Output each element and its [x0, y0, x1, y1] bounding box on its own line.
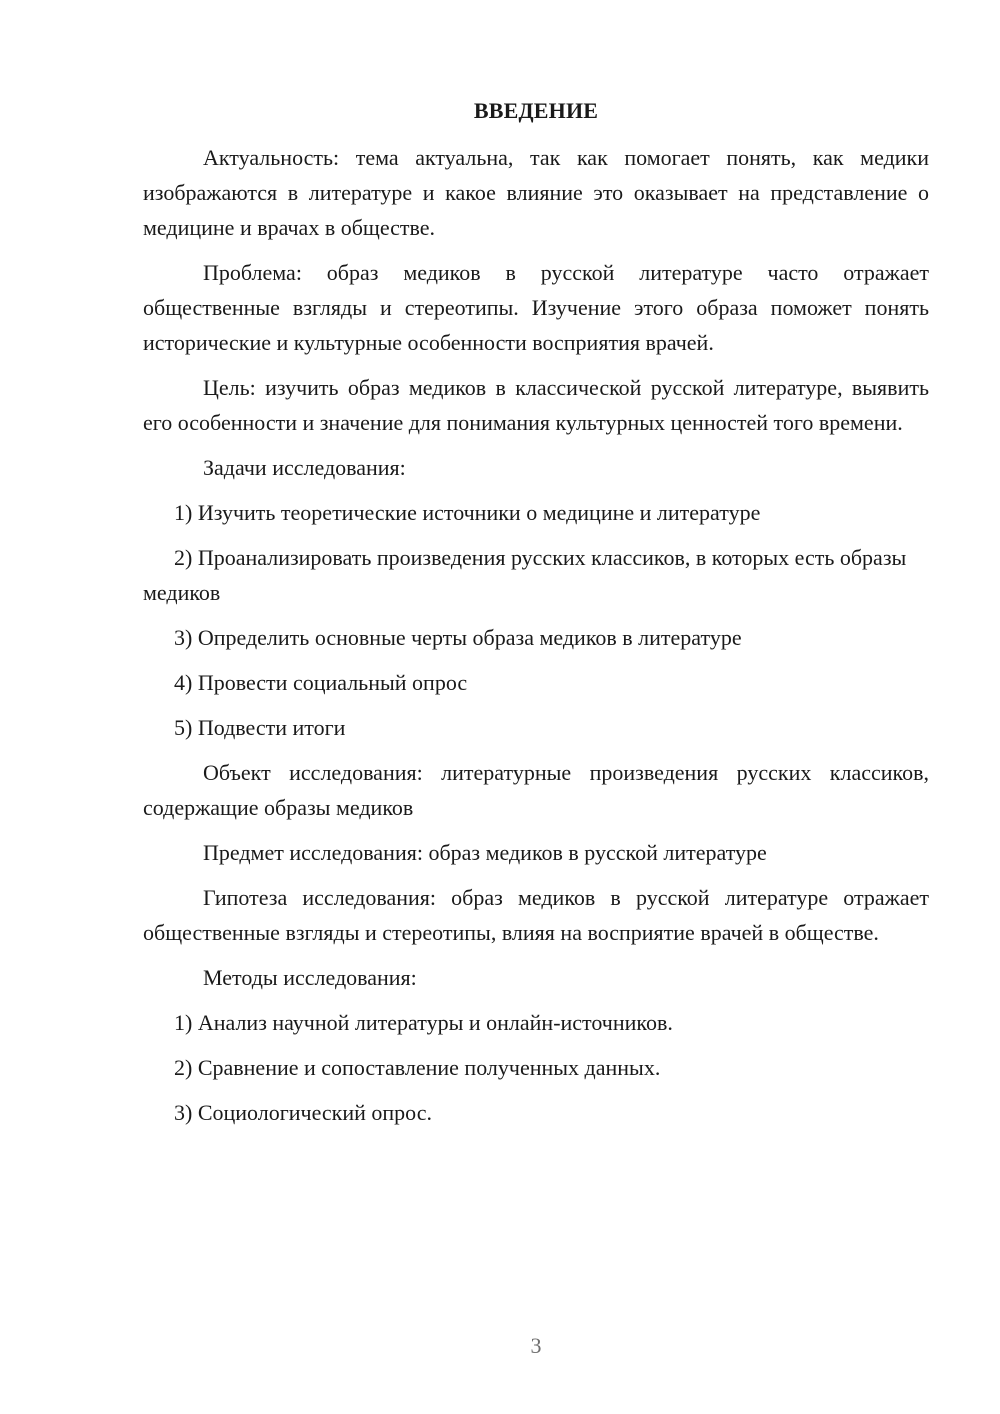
task-item-4: 4) Провести социальный опрос — [174, 670, 468, 695]
methods-heading: Методы исследования: — [203, 965, 417, 990]
page-number: 3 — [530, 1333, 542, 1358]
problem-paragraph: Проблема: образ медиков в русской литературе часто отражает общественные взгляды и стереотипы. Изучение этого образа поможет понять исторические и культурные особенности восприятия врачей. — [143, 260, 929, 355]
task-item-1: 1) Изучить теоретические источники о медицине и литературе — [174, 500, 761, 525]
section-title: ВВЕДЕНИЕ — [473, 98, 599, 123]
object-paragraph: Объект исследования: литературные произведения русских классиков, содержащие образы медиков — [143, 760, 929, 820]
method-item-3: 3) Социологический опрос. — [174, 1100, 432, 1125]
relevance-paragraph: Актуальность: тема актуальна, так как помогает понять, как медики изображаются в литературе и какое влияние это оказывает на представление о медицине и врачах в обществе. — [143, 145, 929, 240]
tasks-heading: Задачи исследования: — [203, 455, 406, 480]
goal-paragraph: Цель: изучить образ медиков в классической русской литературе, выявить его особенности и значение для понимания культурных ценностей того времени. — [143, 375, 929, 435]
method-item-2: 2) Сравнение и сопоставление полученных данных. — [174, 1055, 661, 1080]
hypothesis-paragraph: Гипотеза исследования: образ медиков в русской литературе отражает общественные взгляды и стереотипы, влияя на восприятие врачей в обществе. — [143, 885, 929, 945]
task-item-5: 5) Подвести итоги — [174, 715, 346, 740]
task-item-3: 3) Определить основные черты образа медиков в литературе — [174, 625, 742, 650]
method-item-1: 1) Анализ научной литературы и онлайн-источников. — [174, 1010, 673, 1035]
subject-paragraph: Предмет исследования: образ медиков в русской литературе — [203, 840, 767, 865]
task-item-2: 2) Проанализировать произведения русских классиков, в которых есть образы медиков — [143, 545, 907, 605]
page-content — [143, 96, 929, 1140]
